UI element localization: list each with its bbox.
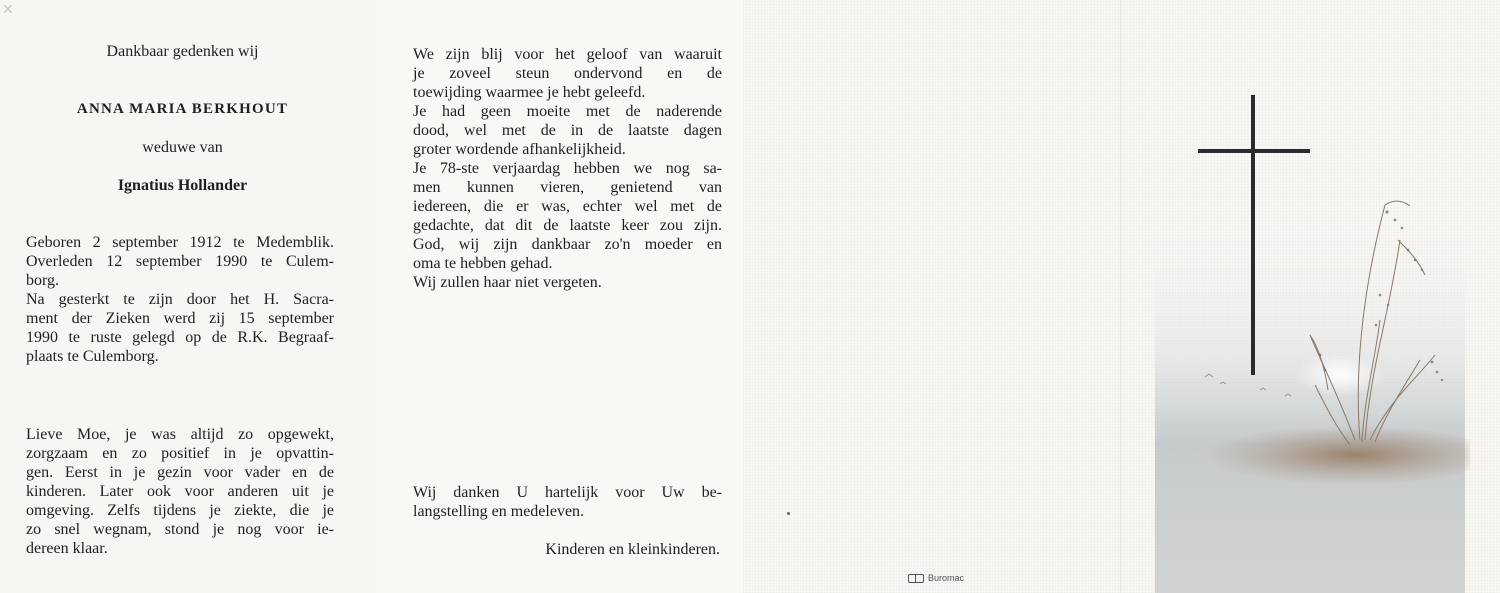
tribute-line: zorgzaam en zo positief in je opvattin- [26,445,334,462]
reflection-line: toewijding waarmee je hebt geleefd. [413,84,646,101]
reflection-line: gedachte, dat dit de laatste keer zou zijn. [413,217,722,234]
bio-line: borg. [26,272,60,289]
bio-line: plaats te Culemborg. [26,348,159,365]
tribute-line: zo snel wegnam, stond je nog voor ie- [26,521,334,538]
thanks-text [413,483,722,521]
latin-cross-icon [1196,95,1312,377]
reflection-line: je zoveel steun ondervond en de [413,65,722,82]
reflection-line: men kunnen vieren, genietend van [413,179,722,196]
bio-line: ment der Zieken werd zij 15 september [26,310,334,327]
thanks-line: Wij danken U hartelijk voor Uw be- [413,484,722,501]
reflection-line: God, wij zijn dankbaar zo'n moeder en [413,236,722,253]
tribute-line: dereen klaar. [26,540,108,557]
widow-of-label: weduwe van [142,139,223,156]
bio-line: Na gesterkt te zijn door het H. Sacra- [26,291,334,308]
deceased-name: ANNA MARIA BERKHOUT [76,101,289,117]
bio-line: Geboren 2 september 1912 te Medemblik. [26,234,334,251]
tribute [26,425,334,558]
buromac-logo-icon [908,574,924,583]
reflection-text [413,45,722,292]
reflection-line: oma te hebben gehad. [413,255,553,272]
tribute-line: kinderen. Later ook voor anderen uit je [26,483,334,500]
ink-dot [787,512,790,515]
publisher-logo [908,573,964,583]
spouse-name: Ignatius Hollander [117,177,248,194]
signature: Kinderen en kleinkinderen. [545,541,720,558]
bio-line: Overleden 12 september 1990 te Culem- [26,253,334,270]
biography [26,233,334,366]
tribute-line: gen. Eerst in je gezin voor vader en de [26,464,334,481]
reflection-line: We zijn blij voor het geloof van waaruit [413,46,722,63]
thanks-line: langstelling en medeleven. [413,503,585,520]
tribute-line: Lieve Moe, je was altijd zo opgewekt, [26,426,334,443]
heading: Dankbaar gedenken wij [106,43,259,60]
reflection-line: iedereen, die er was, echter wel met de [413,198,722,215]
fold-line [1120,0,1121,593]
tribute-line: omgeving. Zelfs tijdens je ziekte, die je [26,502,334,519]
publisher-name: Buromac [928,573,965,583]
corner-mark-icon: ✕ [2,2,14,18]
bio-line: 1990 te ruste gelegd op de R.K. Begraaf- [26,329,334,346]
reflection-line: Wij zullen haar niet vergeten. [413,274,602,291]
reflection-line: Je 78-ste verjaardag hebben we nog sa- [413,160,722,177]
reflection-line: dood, wel met de in de laatste dagen [413,122,722,139]
reflection-line: groter wordende afhankelijkheid. [413,141,626,158]
reflection-line: Je had geen moeite met de naderende [413,103,722,120]
